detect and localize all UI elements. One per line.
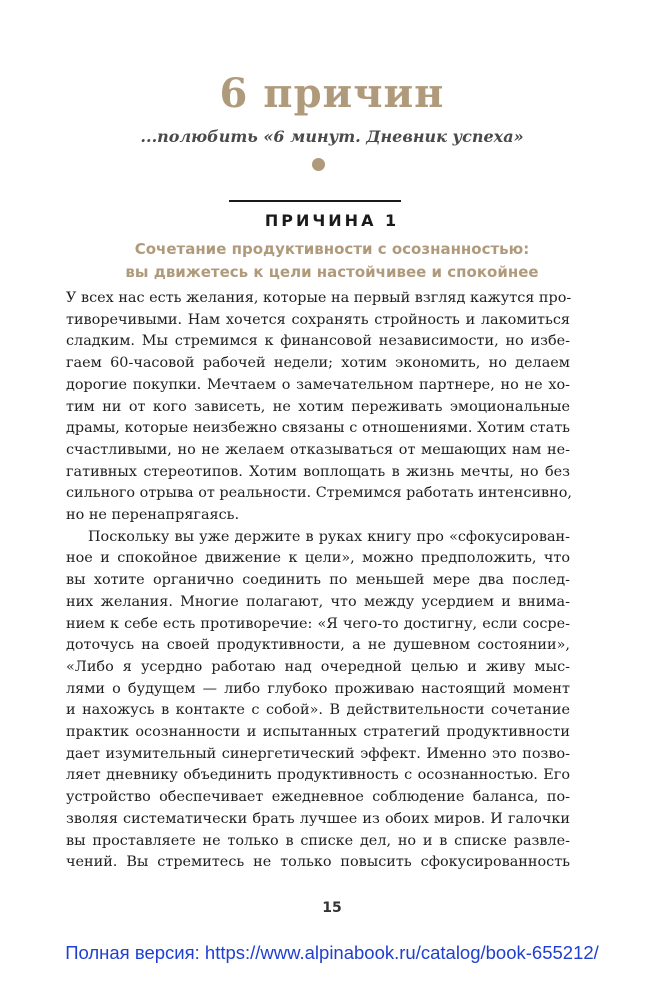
chapter-subtitle: ...полюбить «6 минут. Дневник успеха» [140, 127, 524, 146]
reason-label: ПРИЧИНА 1 [264, 211, 400, 230]
body-line: практик осознанности и испытанных стратегий продуктивности [66, 724, 570, 741]
body-line: сладким. Мы стремимся к финансовой независимости, но избе- [66, 333, 570, 350]
reason-heading-line: Сочетание продуктивности с осознанностью: [134, 240, 530, 258]
body-line: сильного отрыва от реальности. Стремимся работать интенсивно, [66, 485, 572, 502]
body-line: дает изумительный синергетический эффект. Именно это позво- [66, 745, 570, 762]
section-divider [229, 200, 401, 202]
decorative-dot [312, 158, 325, 171]
body-line: устройство обеспечивает ежедневное соблюдение баланса, по- [66, 789, 570, 806]
body-line: дорогие покупки. Мечтаем о замечательном партнере, но не хо- [66, 376, 570, 393]
body-line: счастливыми, но не желаем отказываться от мешающих нам не- [66, 441, 570, 458]
reason-heading [60, 238, 604, 284]
body-line: ное и спокойное движение к цели», можно предположить, что [66, 550, 570, 567]
body-line: тим ни от кого зависеть, не хотим переживать эмоциональные [66, 398, 570, 415]
body-text [66, 288, 570, 874]
body-line: Поскольку вы уже держите в руках книгу про «сфокусирован- [88, 528, 570, 545]
body-line: доточусь на своей продуктивности, а не душевном состоянии», [66, 637, 570, 654]
body-line: лями о будущем — либо глубоко проживаю настоящий момент [66, 680, 570, 697]
body-line: гативных стереотипов. Хотим воплощать в жизнь мечты, но без [66, 463, 570, 480]
body-line: драмы, которые неизбежно связаны с отношениями. Хотим стать [66, 420, 570, 437]
body-line: ляет дневнику объединить продуктивность с осознанностью. Его [66, 767, 570, 784]
chapter-title: 6 причин [219, 70, 445, 117]
body-line: вы хотите органично соединить по меньшей мере два послед- [66, 572, 570, 589]
body-line: «Либо я усердно работаю над очередной целью и живу мыс- [66, 658, 570, 675]
full-version-link[interactable]: Полная версия: https://www.alpinabook.ru/catalog/book-655212/ [65, 942, 599, 963]
body-line: них желания. Многие полагают, что между усердием и внима- [66, 593, 570, 610]
body-line: тиворечивыми. Нам хочется сохранять стройность и лакомиться [66, 311, 570, 328]
body-line: У всех нас есть желания, которые на первый взгляд кажутся про- [66, 290, 572, 306]
body-line: гаем 60-часовой рабочей недели; хотим экономить, но делаем [66, 355, 570, 372]
body-line: вы проставляете не только в списке дел, но и в списке развле- [66, 832, 570, 849]
body-line: чений. Вы стремитесь не только повысить сфокусированность [66, 854, 570, 871]
body-line: и нахожусь в контакте с собой». В действительности сочетание [66, 702, 570, 719]
body-line: зволяя систематически брать лучшее из обоих миров. И галочки [66, 810, 570, 827]
body-line: нием к себе есть противоречие: «Я чего-то достигну, если сосре- [66, 615, 570, 632]
reason-heading-line: вы движетесь к цели настойчивее и спокойнее [125, 263, 539, 281]
page-number: 15 [322, 900, 342, 916]
body-line: но не перенапрягаясь. [66, 507, 240, 524]
